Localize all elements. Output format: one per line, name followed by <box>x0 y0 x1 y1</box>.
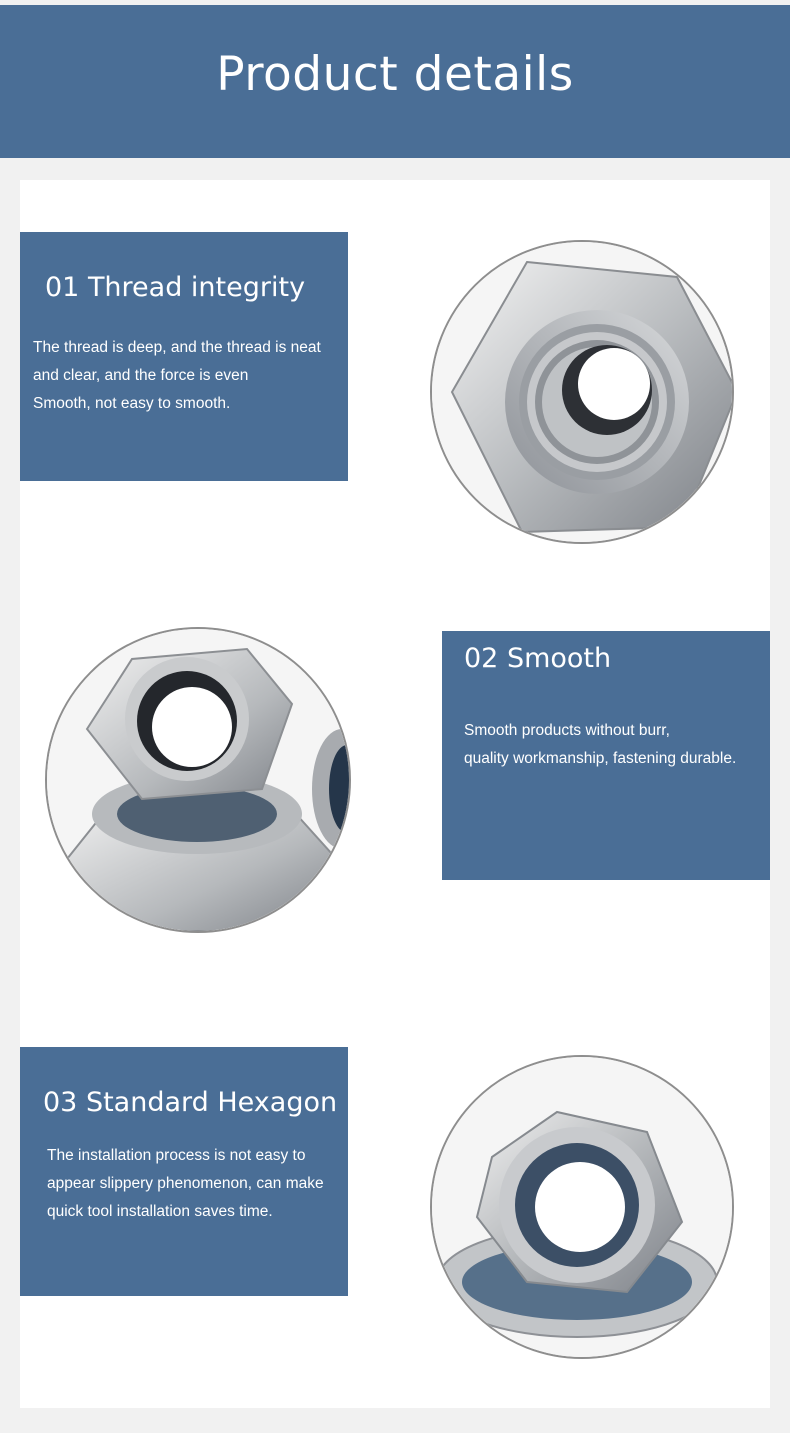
feature-panel-standard-hexagon <box>20 1047 348 1296</box>
feature-title: 02 Smooth <box>464 643 612 674</box>
feature-description-line: quality workmanship, fastening durable. <box>464 750 737 767</box>
feature-description-line: The thread is deep, and the thread is neat <box>33 339 321 356</box>
feature-description <box>33 334 321 418</box>
feature-description-line: and clear, and the force is even <box>33 367 249 384</box>
page-title: Product details <box>216 47 574 102</box>
feature-panel-smooth <box>442 631 770 880</box>
feature-title: 01 Thread integrity <box>45 272 306 303</box>
feature-description-line: The installation process is not easy to <box>47 1147 306 1164</box>
feature-description-line: appear slippery phenomenon, can make <box>47 1175 324 1192</box>
feature-title: 03 Standard Hexagon <box>43 1087 338 1118</box>
feature-description <box>464 717 736 773</box>
feature-description-line: Smooth, not easy to smooth. <box>33 395 231 412</box>
stacked-nuts-icon <box>45 627 351 933</box>
hex-lock-nut-icon <box>430 1055 734 1359</box>
feature-description <box>47 1142 324 1226</box>
feature-description-line: quick tool installation saves time. <box>47 1203 273 1220</box>
header-banner <box>0 5 790 158</box>
feature-description-line: Smooth products without burr, <box>464 722 670 739</box>
hex-nut-thread-icon <box>430 240 734 544</box>
feature-panel-thread-integrity <box>20 232 348 481</box>
